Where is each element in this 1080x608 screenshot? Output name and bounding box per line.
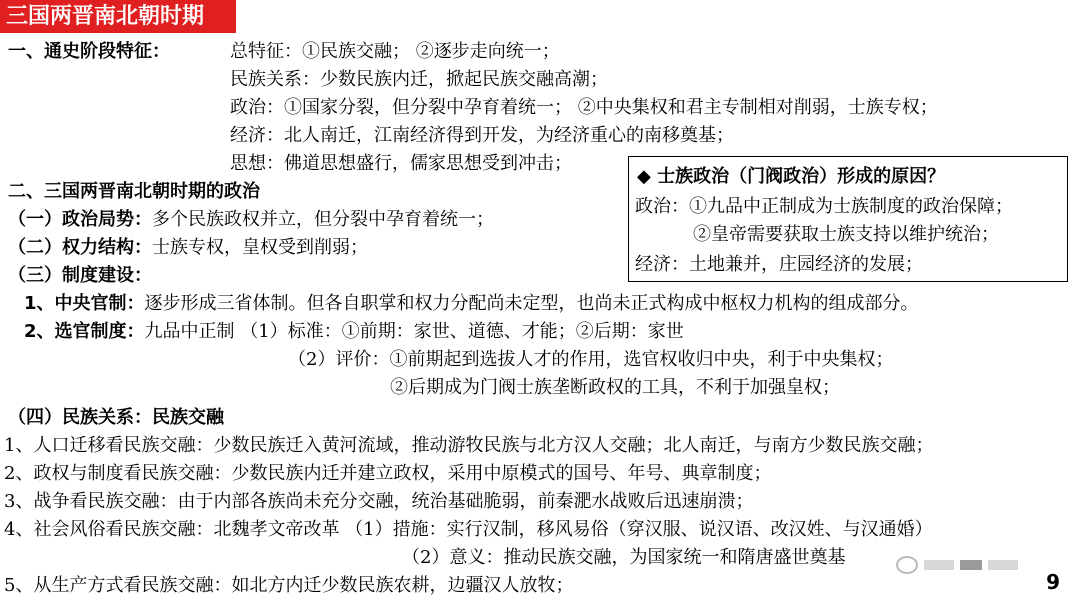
system-building-label: （三）制度建设： xyxy=(8,265,152,286)
ethnic-line: 2、政权与制度看民族交融：少数民族内迁并建立政权，采用中原模式的国号、年号、典章制度； xyxy=(4,463,772,484)
official-selection-label: 2、选官制度： xyxy=(24,321,145,342)
politics-situation-text: 多个民族政权并立，但分裂中孕育着统一； xyxy=(152,209,494,230)
section1-line: 总特征：①民族交融； ②逐步走向统一； xyxy=(230,41,560,62)
reason-box-title: ◆ 士族政治（门阀政治）形成的原因？ xyxy=(637,166,946,187)
power-structure xyxy=(8,236,368,260)
official-selection-text: 九品中正制 （1）标准：①前期：家世、道德、才能；②后期：家世 xyxy=(144,321,684,342)
reason-box-line: ②皇帝需要获取士族支持以维护统治； xyxy=(693,224,999,245)
watermark-blur xyxy=(924,560,954,570)
page-title: 三国两晋南北朝时期 xyxy=(0,0,236,33)
politics-situation-label: （一）政治局势： xyxy=(8,209,152,230)
section4-heading: （四）民族关系：民族交融 xyxy=(8,407,224,428)
power-structure-label: （二）权力结构： xyxy=(8,237,152,258)
ethnic-line: 5、从生产方式看民族交融：如北方内迁少数民族农耕，边疆汉人放牧； xyxy=(4,575,574,596)
section1-line: 经济：北人南迁，江南经济得到开发，为经济重心的南移奠基； xyxy=(230,125,734,146)
section1-heading: 一、通史阶段特征： xyxy=(8,41,170,62)
ethnic-line: （2）意义：推动民族交融，为国家统一和隋唐盛世奠基 xyxy=(402,547,846,568)
section1-line: 思想：佛道思想盛行，儒家思想受到冲击； xyxy=(230,153,572,174)
reason-box xyxy=(628,156,1068,282)
ethnic-line: 4、社会风俗看民族交融：北魏孝文帝改革 （1）措施：实行汉制，移风易俗（穿汉服、说汉语、改汉姓、与汉通婚） xyxy=(4,519,933,540)
section1-line: 民族关系：少数民族内迁，掀起民族交融高潮； xyxy=(230,69,608,90)
politics-situation xyxy=(8,208,494,232)
wechat-icon xyxy=(896,556,918,574)
official-selection-eval: （2）评价：①前期起到选拔人才的作用，选官权收归中央，利于中央集权； xyxy=(288,349,894,370)
watermark xyxy=(896,552,1026,578)
ethnic-line: 3、战争看民族交融：由于内部各族尚未充分交融，统治基础脆弱，前秦淝水战败后迅速崩溃； xyxy=(4,491,754,512)
official-selection xyxy=(24,320,684,344)
page-number: 9 xyxy=(1046,570,1060,594)
watermark-blur xyxy=(960,560,982,570)
section1-line: 政治：①国家分裂，但分裂中孕育着统一； ②中央集权和君主专制相对削弱，士族专权； xyxy=(230,97,938,118)
central-officials xyxy=(24,292,919,316)
official-selection-eval: ②后期成为门阀士族垄断政权的工具，不利于加强皇权； xyxy=(390,377,840,398)
ethnic-line: 1、人口迁移看民族交融：少数民族迁入黄河流域，推动游牧民族与北方汉人交融；北人南迁，与南方少数民族交融； xyxy=(4,435,934,456)
section2-heading: 二、三国两晋南北朝时期的政治 xyxy=(8,181,260,202)
power-structure-text: 士族专权，皇权受到削弱； xyxy=(152,237,368,258)
reason-box-line: 政治：①九品中正制成为士族制度的政治保障； xyxy=(635,196,1013,217)
watermark-blur xyxy=(988,560,1018,570)
central-officials-label: 1、中央官制： xyxy=(24,293,145,314)
reason-box-line: 经济：土地兼并，庄园经济的发展； xyxy=(635,254,923,275)
central-officials-text: 逐步形成三省体制。但各自职掌和权力分配尚未定型，也尚未正式构成中枢权力机构的组成部分。 xyxy=(144,293,919,314)
